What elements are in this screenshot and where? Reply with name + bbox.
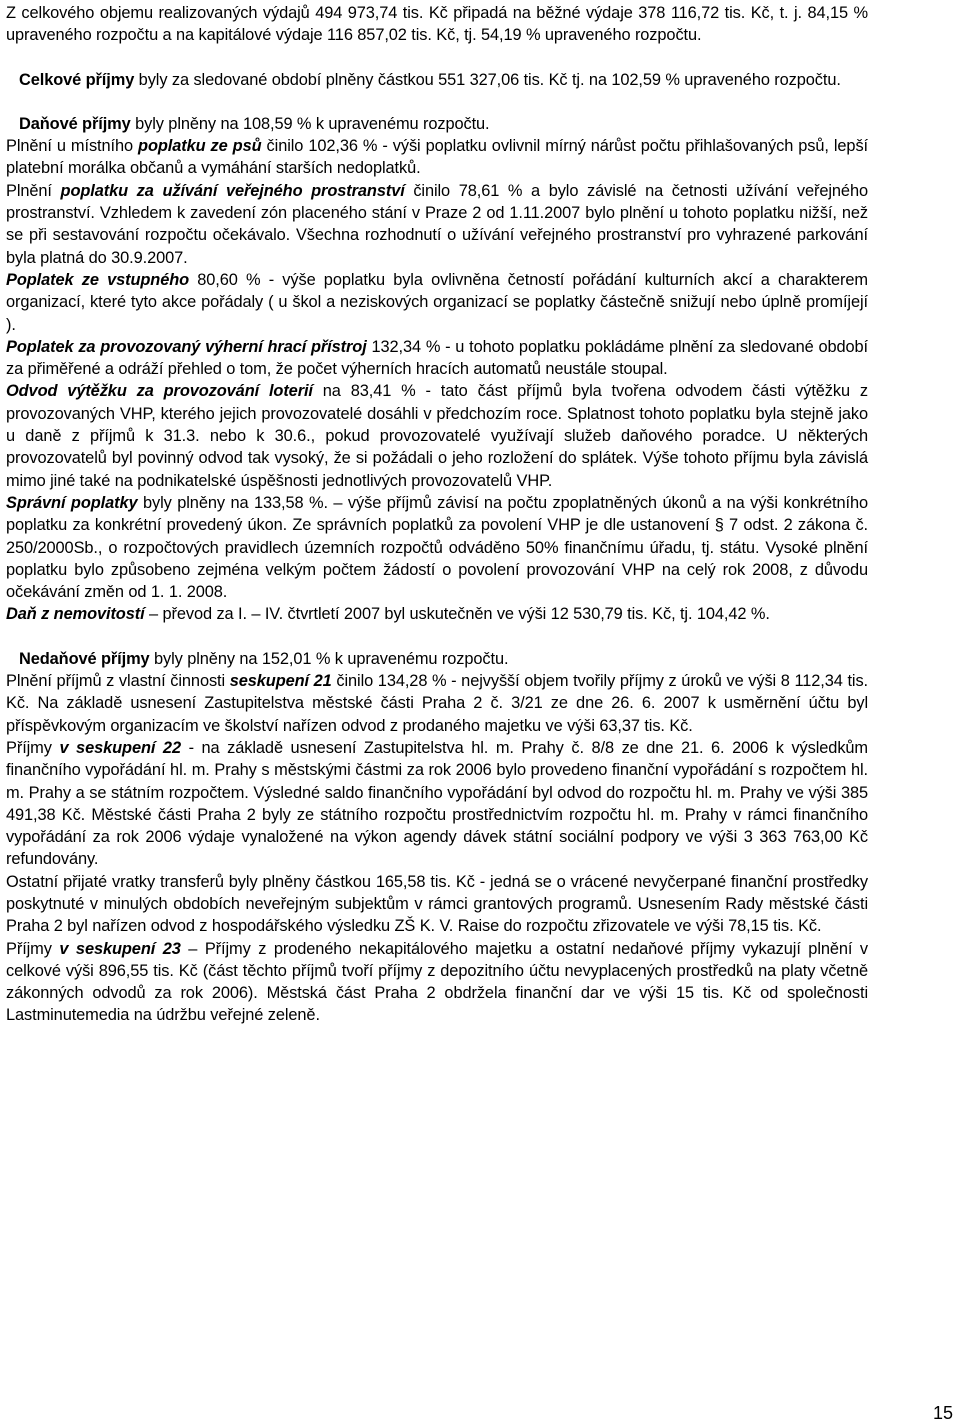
paragraph-public-space-fee xyxy=(6,180,868,269)
term-poplatek-vyherni-pristroj: Poplatek za provozovaný výherní hrací přístroj xyxy=(6,337,367,356)
term-poplatek-verejne-prostranstvi: poplatku za užívání veřejného prostranství xyxy=(60,181,405,200)
term-seskupeni-23: v seskupení 23 xyxy=(59,939,181,958)
paragraph-gaming-machine-fee xyxy=(6,336,868,381)
term-seskupeni-21: seskupení 21 xyxy=(229,672,332,691)
paragraph-text: činilo 134,28 % - nejvyšší objem tvořily příjmy z úroků ve výši 8 112,34 tis. Kč. Na základě usnesení Zastupitelstva městské části Praha 2 č. 3/21 ze dne 26. 6. 2007 k usměrnění účtu byl příspěvkovým organizacím ve školství nařízen odvod z prodaného majetku ve výši 63,37 tis. Kč. xyxy=(6,672,868,735)
paragraph-text: - na základě usnesení Zastupitelstva hl. m. Prahy č. 8/8 ze dne 21. 6. 2006 k výsledkům finančního vypořádání hl. m. Prahy s městskými částmi za rok 2006 bylo provedeno finanční vypořádání s rozpočtem hl. m. Prahy a se státním rozpočtem. Výsledné saldo finančního vypořádání byl odvod do rozpočtu hl. m. Prahy ve výši 385 491,38 Kč. Městské části Praha 2 byly ze státního rozpočtu prostřednictvím rozpočtu hl. m. Prahy v rámci finančního vypořádání za rok 2006 výdaje vynaložené na výkon agendy dávek státní sociální podpory ve výši 3 363 763,00 Kč refundovány. xyxy=(6,738,868,869)
paragraph-text: byly plněny na 108,59 % k upravenému rozpočtu. xyxy=(130,114,490,133)
term-poplatek-ze-vstupneho: Poplatek ze vstupného xyxy=(6,270,190,289)
paragraph-text: na 83,41 % - tato část příjmů byla tvořena odvodem části výtěžku z provozovaných VHP, kterého jejich provozovatelé dosáhli v předchozím roce. Splatnost tohoto poplatku byla stejně jako u daně z příjmů k 31.3. nebo k 30.6., pokud provozovatelé využívají služeb daňového poradce. U některých provozovatelů byl povinný odvod tak vysoký, že si požádali o jeho rozložení do splátek. Výše tohoto příjmu byla závislá mimo jiné také na podnikatelské úspěšnosti jednotlivých provozovatelů VHP. xyxy=(6,382,868,490)
paragraph-lead: Plnění xyxy=(6,181,61,200)
paragraph-total-revenue xyxy=(6,69,868,91)
spacer xyxy=(6,626,868,648)
paragraph-lead: Plnění příjmů z vlastní činnosti xyxy=(6,672,230,691)
term-spravni-poplatky: Správní poplatky xyxy=(6,493,138,512)
paragraph-dog-fee xyxy=(6,135,868,180)
paragraph-text: byly plněny na 152,01 % k upravenému rozpočtu. xyxy=(149,649,509,668)
paragraph-administrative-fees xyxy=(6,492,868,603)
paragraph-group-22 xyxy=(6,737,868,871)
term-celkove-prijmy: Celkové příjmy xyxy=(19,70,135,89)
paragraph-group-23 xyxy=(6,938,868,1027)
paragraph-transfer-refunds xyxy=(6,871,868,938)
paragraph-text: Z celkového objemu realizovaných výdajů 494 973,74 tis. Kč připadá na běžné výdaje 378 116,72 tis. Kč, t. j. 84,15 % upraveného rozpočtu a na kapitálové výdaje 116 857,02 tis. Kč, tj. 54,19 % upraveného rozpočtu. xyxy=(6,4,868,45)
paragraph-text: – převod za I. – IV. čtvrtletí 2007 byl uskutečněn ve výši 12 530,79 tis. Kč, tj. 104,42 %. xyxy=(144,605,770,624)
paragraph-text: Ostatní přijaté vratky transferů byly plněny částkou 165,58 tis. Kč - jedná se o vrácené nevyčerpané finanční prostředky poskytnuté v minulých obdobích neveřejným subjektům v rámci grantových programů. Usnesením Rady městské části Praha 2 byl nařízen odvod z hospodářského výsledku ZŠ K. V. Raise do rozpočtu zřizovatele ve výši 78,15 tis. Kč. xyxy=(6,872,868,936)
term-nedanove-prijmy: Nedaňové příjmy xyxy=(19,649,150,668)
paragraph-lead: Plnění u místního xyxy=(6,137,139,156)
paragraph-lead: Příjmy xyxy=(6,738,60,757)
term-odvod-vytezku-loterie: Odvod výtěžku za provozování loterií xyxy=(6,382,313,401)
paragraph-non-tax-revenue xyxy=(6,648,868,670)
paragraph-text: byly za sledované období plněny částkou 551 327,06 tis. Kč tj. na 102,59 % upraveného rozpočtu. xyxy=(134,70,841,89)
term-dan-z-nemovitosti: Daň z nemovitostí xyxy=(6,605,145,624)
paragraph-text: 132,34 % - u tohoto poplatku pokládáme plnění za sledované období za přiměřené a odráží přehled o tom, že počet výherních hracích automatů neustále stoupal. xyxy=(6,337,869,379)
paragraph-text: byly plněny na 133,58 %. – výše příjmů závisí na počtu zpoplatněných úkonů a na výši konkrétního poplatku za konkrétní provedený úkon. Ze správních poplatků za povolení VHP je dle ustanovení § 7 odst. 2 zákona č. 250/2000Sb., o rozpočtových pravidlech územních rozpočtů odváděno 50% finančnímu úřadu, tj. státu. Vysoké plnění poplatku bylo způsobeno zejména velkým počtem žádostí o povolení provozování VHP na celý rok 2008, z důvodu očekávání změn od 1. 1. 2008. xyxy=(6,493,868,602)
document-page xyxy=(6,2,868,1027)
paragraph-text: 80,60 % - výše poplatku byla ovlivněna četností pořádání kulturních akcí a charakterem organizací, které tyto akce pořádaly ( u škol a neziskových organizací se poplatky částečně snižují nebo úplně promíjejí ). xyxy=(6,270,868,334)
paragraph-lead: Příjmy xyxy=(6,939,60,958)
paragraph-text: činilo 78,61 % a bylo závislé na četnosti užívání veřejného prostranství. Vzhledem k zavedení zón placeného stání v Praze 2 od 1.11.2007 bylo plnění u tohoto poplatku nižší, než se při sestavování rozpočtu očekávalo. Všechna rozhodnutí o užívání veřejného prostranství pro vyhrazené parkování byla platná do 30.9.2007. xyxy=(6,181,868,267)
term-seskupeni-22: v seskupení 22 xyxy=(59,738,181,757)
paragraph-text: – Příjmy z prodeného nekapitálového majetku a ostatní nedaňové příjmy vykazují plnění v celkové výši 896,55 tis. Kč (část těchto příjmů tvoří příjmy z depozitního účtu nevyplacených prostředků na platy včetně zákonných odvodů za rok 2006). Městská část Praha 2 obdržela finanční dar ve výši 15 tis. Kč od společnosti Lastminutemedia na údržbu veřejné zeleně. xyxy=(6,939,868,1025)
paragraph-property-tax xyxy=(6,603,868,625)
paragraph-admission-fee xyxy=(6,269,868,336)
term-danove-prijmy: Daňové příjmy xyxy=(19,114,131,133)
paragraph-tax-revenue xyxy=(6,113,868,135)
spacer xyxy=(6,91,868,113)
page-number: 15 xyxy=(933,1403,954,1423)
paragraph-lottery-levy xyxy=(6,380,868,491)
spacer xyxy=(6,47,868,69)
paragraph-expenditure-summary xyxy=(6,2,868,47)
paragraph-group-21 xyxy=(6,670,868,737)
term-poplatek-ze-psu: poplatku ze psů xyxy=(138,137,262,156)
paragraph-text: činilo 102,36 % - výši poplatku ovlivnil mírný nárůst počtu přihlašovaných psů, lepší platební morálka občanů a vymáhání starších nedoplatků. xyxy=(6,137,868,178)
